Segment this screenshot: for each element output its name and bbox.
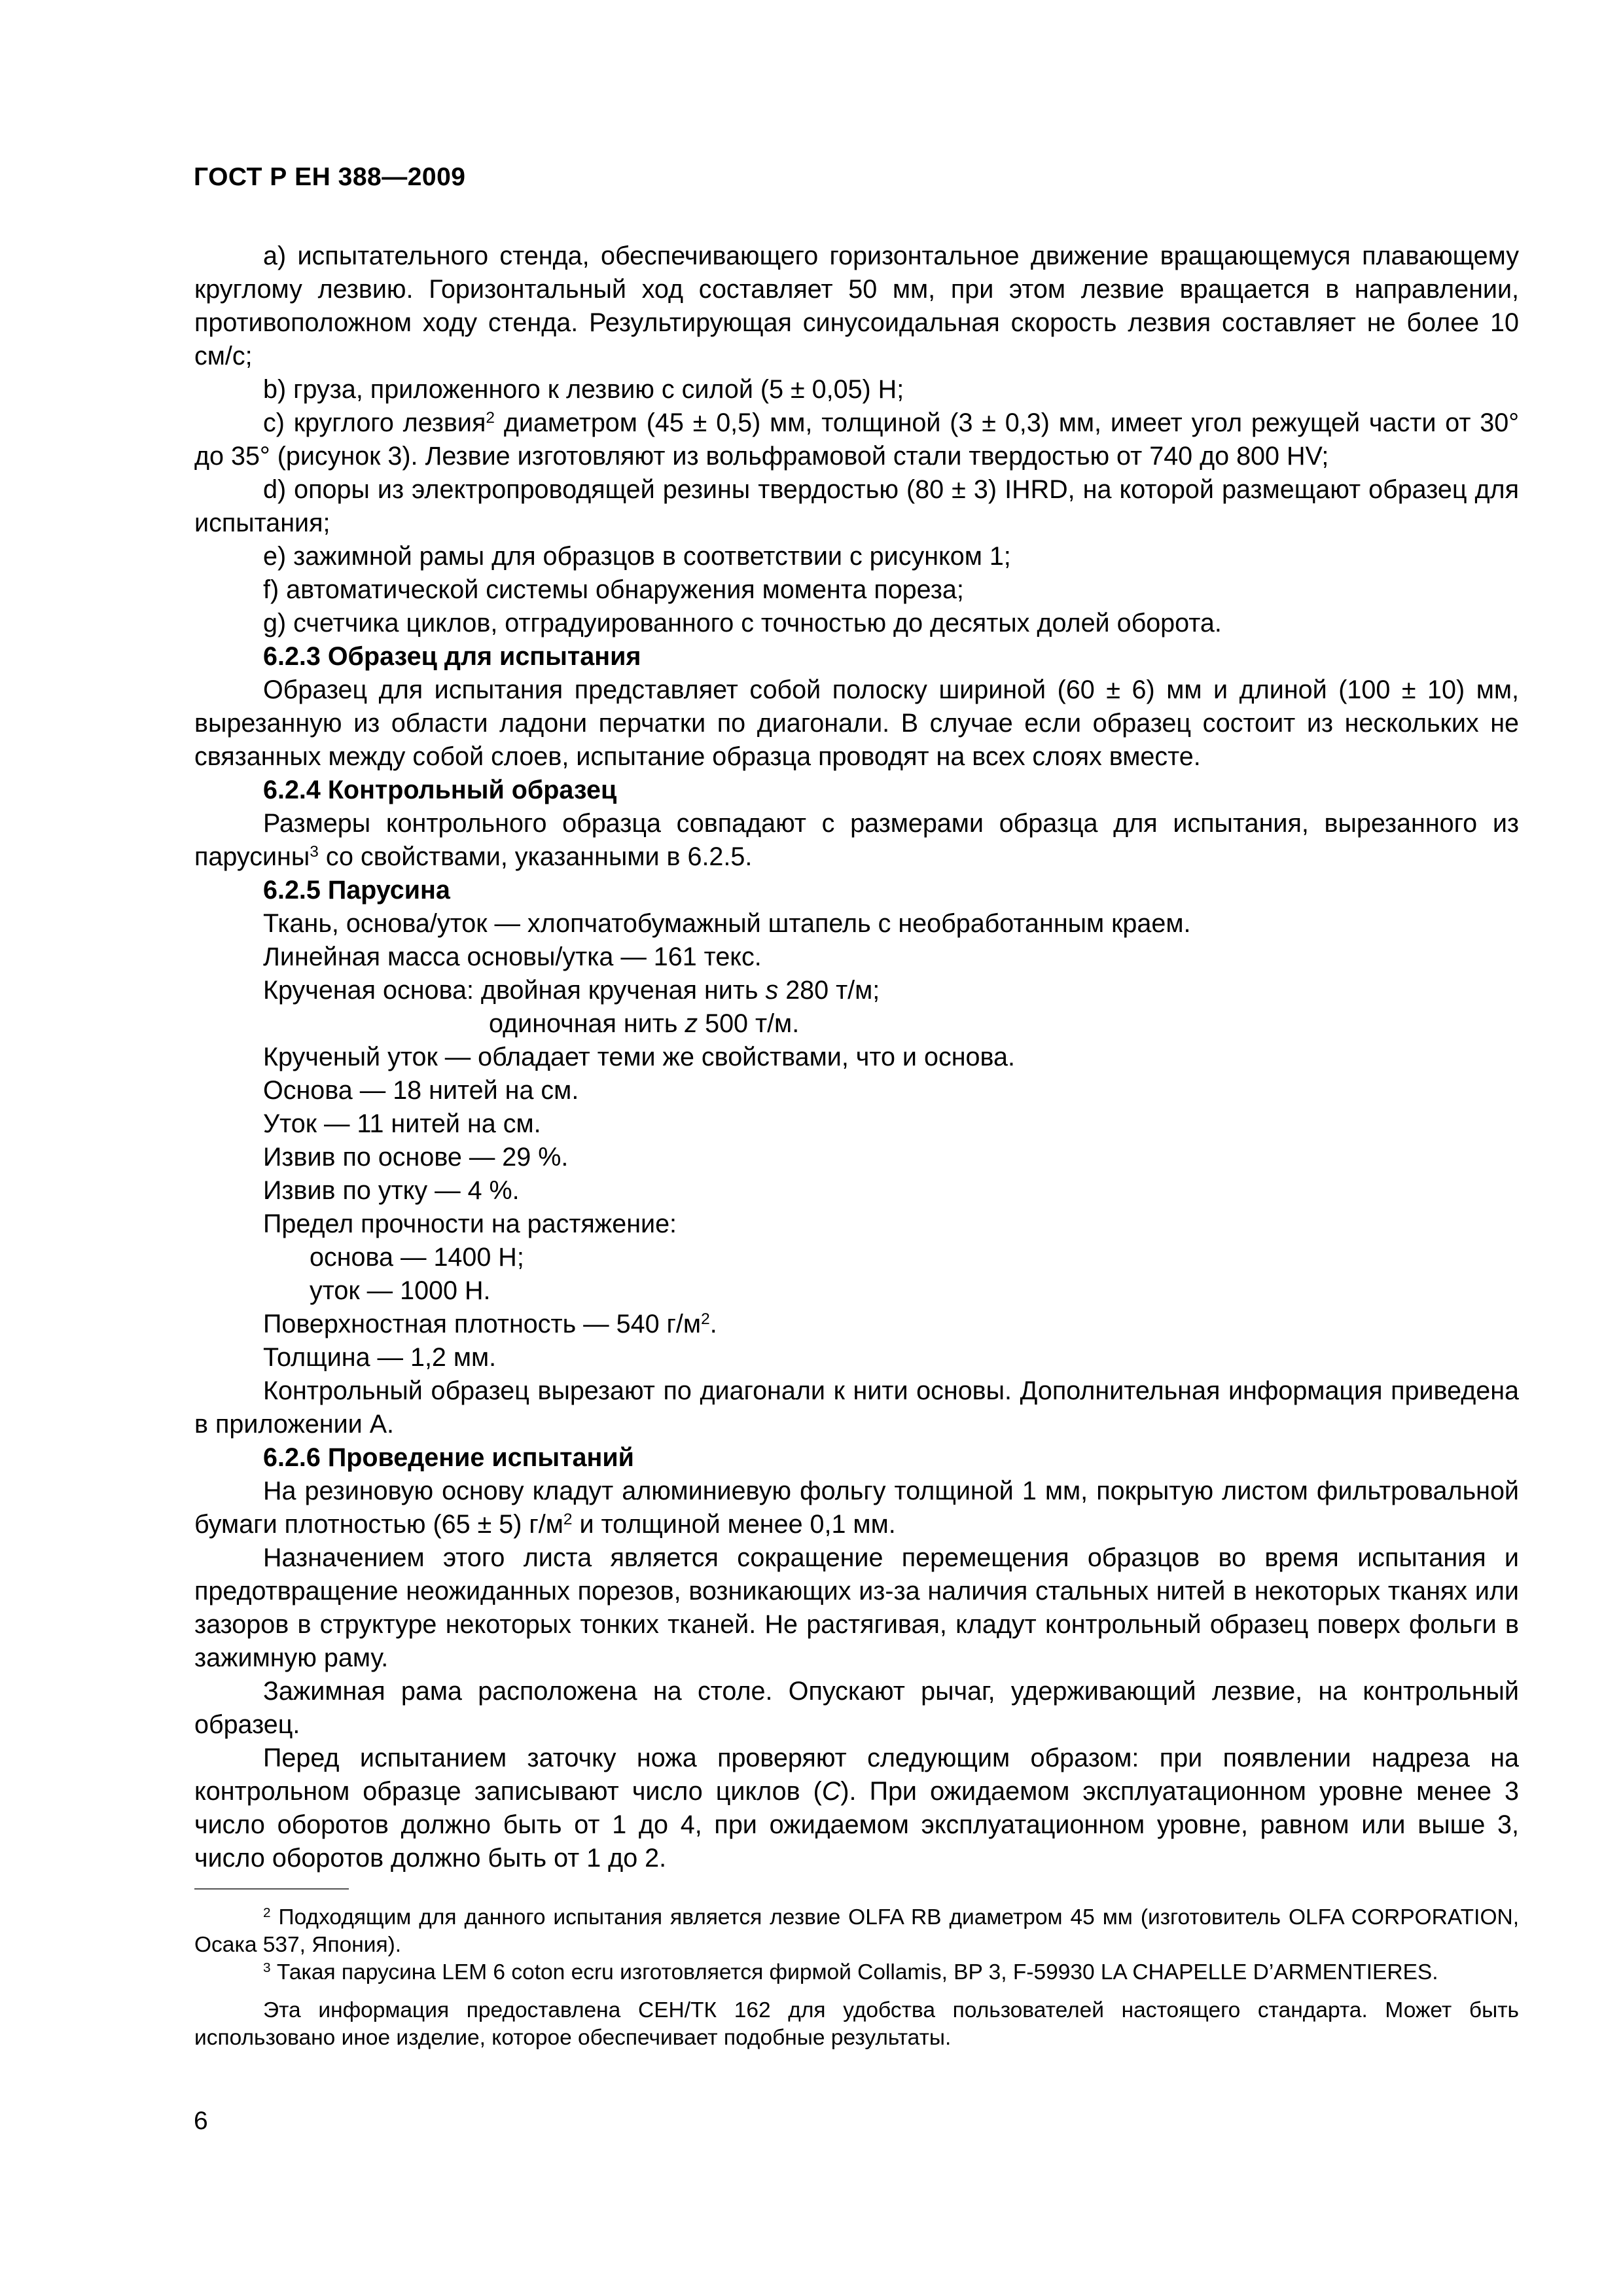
property-line (194, 1308, 1519, 1341)
property-text: 500 т/м. (698, 1009, 800, 1038)
list-item-e: е) зажимной рамы для образцов в соответствии с рисунком 1; (263, 542, 1011, 571)
footnote-divider (194, 1888, 349, 1890)
paragraph-text: На резиновую основу кладут алюминиевую фольгу толщиной 1 мм, покрытую листом фильтровальной бумаги плотностью (65 ± 5) г/м (194, 1477, 1519, 1539)
property-line: Линейная масса основы/утка — 161 текс. (263, 942, 762, 971)
footnote-3 (194, 1959, 1519, 1986)
section-heading-6-2-4: 6.2.4 Контрольный образец (263, 776, 617, 804)
list-item-g: g) счетчика циклов, отградуированного с точностью до десятых долей оборота. (263, 609, 1222, 637)
paragraph-italic: С (821, 1777, 841, 1806)
page-number: 6 (194, 2107, 208, 2135)
footnote-2 (194, 1904, 1519, 1959)
footnote-note: Эта информация предоставлена СЕН/ТК 162 для удобства пользователей настоящего стандарта. Может быть использовано иное изделие, которое обеспечивает подобные результаты. (194, 1998, 1519, 2050)
property-line: Крученый уток — обладает теми же свойствами, что и основа. (263, 1043, 1015, 1071)
list-item-d: d) опоры из электропроводящей резины твердостью (80 ± 3) IHRD, на которой размещают образец для испытания; (194, 475, 1519, 537)
property-line: Толщина — 1,2 мм. (263, 1343, 497, 1372)
list-item-b: b) груза, приложенного к лезвию с силой (5 ± 0,05) Н; (263, 375, 904, 404)
property-line: Предел прочности на растяжение: (263, 1210, 677, 1238)
property-line: Извив по основе — 29 %. (263, 1143, 569, 1172)
section-text-6-2-3: Образец для испытания представляет собой полоску шириной (60 ± 6) мм и длиной (100 ± 10) мм, вырезанную из области ладони перчатки по диагонали. В случае если образец состоит из нескольких не связанных между собой слоев, испытание образца проводят на всех слоях вместе. (194, 675, 1519, 771)
superscript: 2 (701, 1310, 710, 1328)
section-paragraph: Зажимная рама расположена на столе. Опускают рычаг, удерживающий лезвие, на контрольный образец. (194, 1677, 1519, 1739)
property-italic: s (765, 976, 779, 1005)
footnote-text: Такая парусина LEM 6 coton ecru изготовляется фирмой Collamis, BP 3, F-59930 LA CHAPELLE D’ARMENTIERES. (270, 1960, 1438, 1984)
property-line: основа — 1400 Н; (310, 1243, 524, 1272)
list-item-a: а) испытательного стенда, обеспечивающего горизонтальное движение вращающемуся плавающему круглому лезвию. Горизонтальный ход составляет 50 мм, при этом лезвие вращается в направлении, противоположном ходу стенда. Результирующая синусоидальная скорость лезвия составляет не более 10 см/с; (194, 242, 1519, 370)
section-heading-6-2-5: 6.2.5 Парусина (263, 876, 450, 905)
section-text-6-2-4-b: со свойствами, указанными в 6.2.5. (318, 842, 753, 871)
list-item-c-text-cont: диаметром (45 ± 0,5) мм, толщиной (3 ± 0,3) мм, имеет угол режущей части от 30° до 35° (рисунок 3). Лезвие изготовляют из вольфрамовой стали твердостью от 740 до 800 HV; (194, 408, 1519, 471)
property-text: Поверхностная плотность — 540 г/м (263, 1310, 702, 1338)
property-line: Основа — 18 нитей на см. (263, 1076, 579, 1105)
section-paragraph: Назначением этого листа является сокращение перемещения образцов во время испытания и предотвращение неожиданных порезов, возникающих из-за наличия стальных нитей в некоторых тканях или зазоров в структуре некоторых тонких тканей. Не растягивая, кладут контрольный образец поверх фольги в зажимную раму. (194, 1543, 1519, 1672)
superscript: 2 (563, 1510, 573, 1528)
property-line: Уток — 11 нитей на см. (263, 1109, 541, 1138)
paragraph-text: Перед испытанием заточку ножа проверяют следующим образом: при появлении надреза на контрольном образце записывают число циклов ( (194, 1744, 1519, 1806)
footnote-number: 2 (263, 1905, 271, 1920)
section-heading-6-2-3: 6.2.3 Образец для испытания (263, 642, 641, 671)
paragraph-text: и толщиной менее 0,1 мм. (572, 1510, 896, 1539)
list-item-c-text: с) круглого лезвия (263, 408, 486, 437)
paragraph-text: ). При ожидаемом эксплуатационном уровне менее 3 число оборотов должно быть от 1 до 4, при ожидаемом эксплуатационном уровне, равном или выше 3, число оборотов должно быть от 1 до 2. (194, 1777, 1519, 1873)
property-line: Извив по утку — 4 %. (263, 1176, 520, 1205)
section-text-6-2-4 (194, 807, 1519, 874)
list-item-f: f) автоматической системы обнаружения момента пореза; (263, 575, 964, 604)
footnotes (194, 1888, 1519, 2052)
property-line: Ткань, основа/уток — хлопчатобумажный штапель с необработанным краем. (263, 909, 1191, 938)
section-paragraph (194, 1742, 1519, 1875)
property-line (194, 974, 1519, 1007)
property-text: Крученая основа: двойная крученая нить (263, 976, 766, 1005)
property-line: уток — 1000 Н. (310, 1276, 491, 1305)
main-content (194, 240, 1519, 1875)
footnote-ref-2: 2 (486, 408, 495, 427)
property-line (194, 1007, 1519, 1041)
property-text: 280 т/м; (778, 976, 880, 1005)
property-italic: z (685, 1009, 698, 1038)
property-text: одиночная нить (489, 1009, 685, 1038)
footnote-ref-3: 3 (310, 842, 319, 861)
list-item-c (194, 406, 1519, 473)
section-paragraph (194, 1475, 1519, 1541)
footnote-text: Подходящим для данного испытания является лезвие OLFA RB диаметром 45 мм (изготовитель OLFA CORPORATION, Осака 537, Япония). (194, 1905, 1519, 1957)
footnote-number: 3 (263, 1960, 271, 1975)
property-text: . (709, 1310, 717, 1338)
section-text-6-2-5: Контрольный образец вырезают по диагонали к нити основы. Дополнительная информация приведена в приложении А. (194, 1376, 1519, 1439)
section-text-6-2-4-a: Размеры контрольного образца совпадают с размерами образца для испытания, вырезанного из парусины (194, 809, 1519, 871)
document-header: ГОСТ Р ЕН 388—2009 (194, 163, 466, 191)
section-heading-6-2-6: 6.2.6 Проведение испытаний (263, 1443, 634, 1472)
